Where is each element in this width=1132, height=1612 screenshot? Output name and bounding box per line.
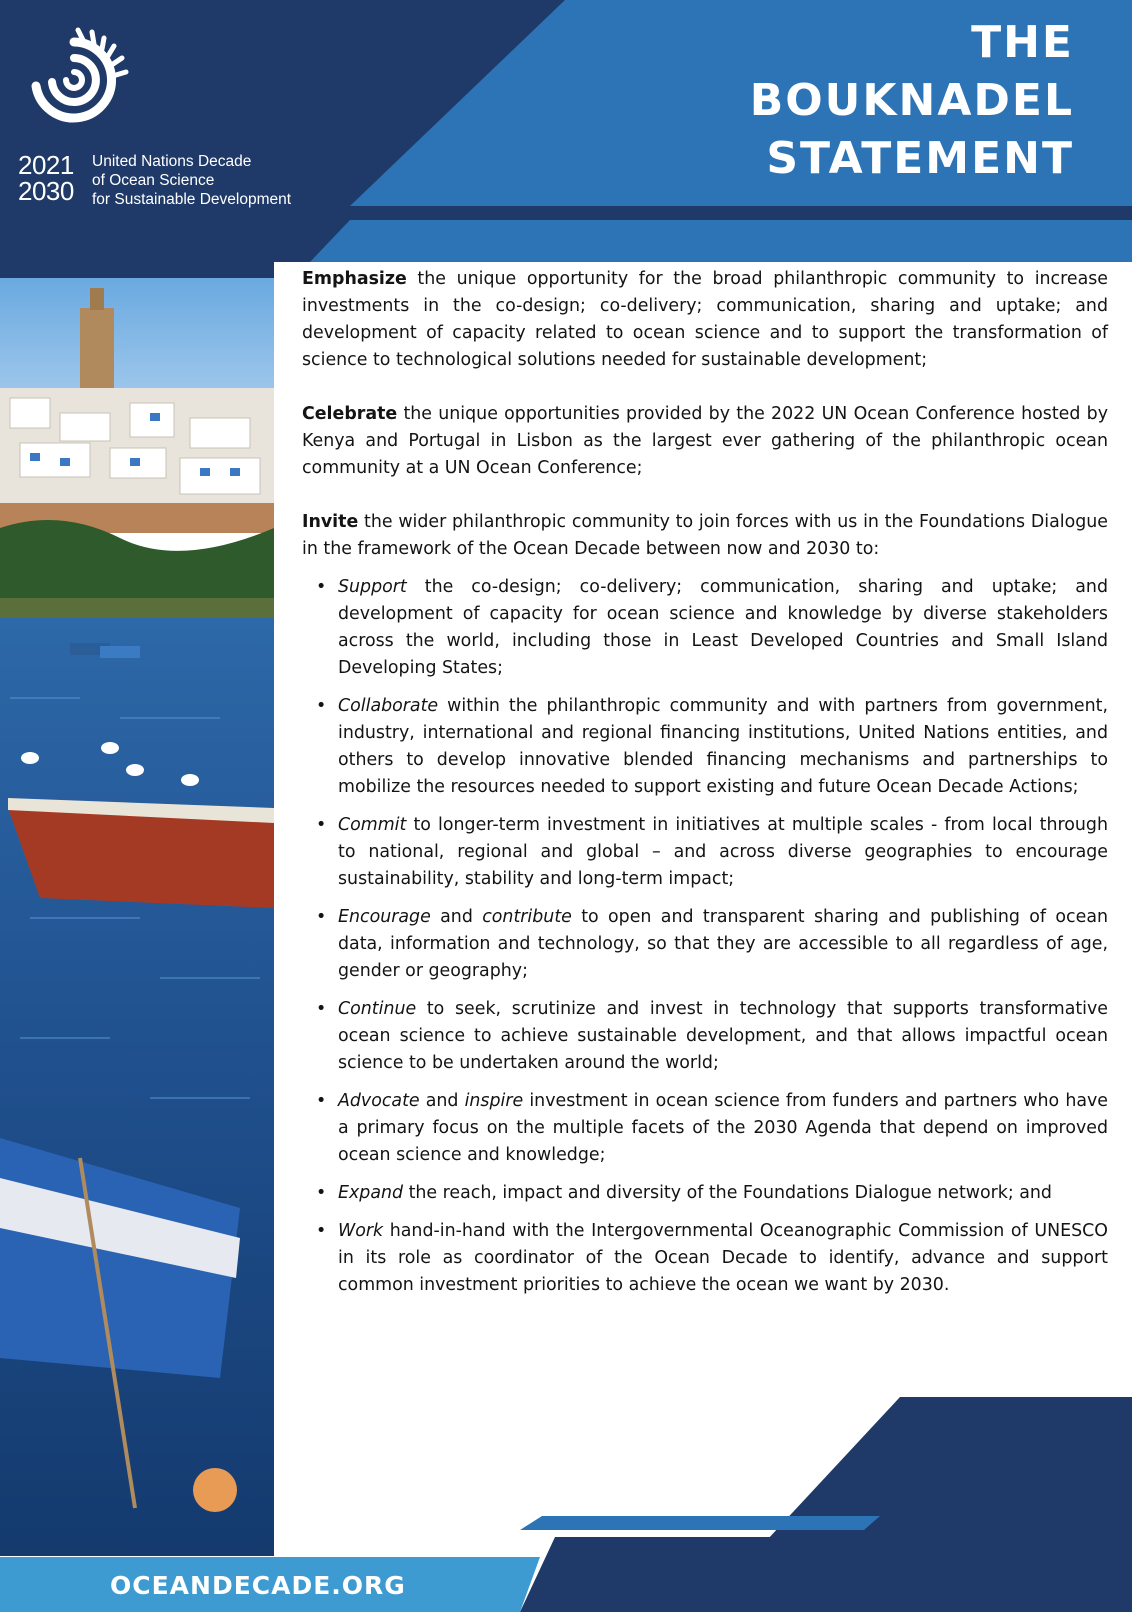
list-item	[302, 996, 1108, 1077]
list-item	[302, 1180, 1108, 1207]
un-ocean-decade-logo	[18, 24, 338, 208]
bullet-verb-2: inspire	[464, 1091, 524, 1111]
list-item	[302, 1088, 1108, 1169]
keyword-emphasize: Emphasize	[302, 269, 407, 289]
logo-org-line3: for Sustainable Development	[92, 191, 292, 208]
title-line-3: STATEMENT	[766, 133, 1074, 184]
header-stripe	[310, 220, 1132, 262]
wave-spiral-icon	[18, 24, 130, 136]
logo-org-name	[92, 152, 291, 209]
bullet-text: to longer-term investment in initiatives at multiple scales - from local through to national, regional and global – and across diverse geographies to encourage sustainability, stability and long-term impact;	[338, 815, 1108, 889]
title-line-2: BOUKNADEL	[749, 75, 1074, 126]
bullet-verb: Collaborate	[338, 696, 439, 716]
logo-org-line1: United Nations Decade	[92, 153, 252, 170]
bullet-text: hand-in-hand with the Intergovernmental Oceanographic Commission of UNESCO in its role as coordinator of the Ocean Decade to identify, advance and support common investment priorities to achieve the ocean we want by 2030.	[338, 1221, 1108, 1295]
bullet-text: within the philanthropic community and with partners from government, industry, international and regional financing institutions, United Nations entities, and others to develop innovative blended financing mechanisms and partnerships to mobilize the resources needed to support existing and future Ocean Decade Actions;	[338, 696, 1108, 797]
bullet-verb: Work	[338, 1221, 384, 1241]
page-title	[654, 14, 1074, 188]
logo-year-end: 2030	[18, 176, 74, 206]
list-item	[302, 693, 1108, 801]
list-item	[302, 812, 1108, 893]
paragraph-invite	[302, 509, 1108, 563]
text-celebrate: the unique opportunities provided by the 2022 UN Ocean Conference hosted by Kenya and Portugal in Lisbon as the largest ever gathering of the philanthropic ocean community at a UN Ocean Conference;	[302, 404, 1108, 478]
list-item	[302, 904, 1108, 985]
bullet-verb: Advocate	[338, 1091, 420, 1111]
text-invite: the wider philanthropic community to join forces with us in the Foundations Dialogue in the framework of the Ocean Decade between now and 2030 to:	[302, 512, 1108, 559]
list-item	[302, 1218, 1108, 1299]
paragraph-emphasize	[302, 266, 1108, 374]
footer-website-link[interactable]: OCEANDECADE.ORG	[110, 1571, 406, 1600]
title-line-1: THE	[971, 17, 1074, 68]
paragraph-celebrate	[302, 401, 1108, 482]
logo-years	[18, 152, 74, 204]
bullet-connector: and	[419, 1091, 465, 1111]
statement-body	[302, 266, 1108, 1310]
bullet-text: investment in ocean science from funders and partners who have a primary focus on the multiple facets of the 2030 Agenda that depend on improved ocean science and knowledge;	[338, 1091, 1108, 1165]
text-emphasize: the unique opportunity for the broad philanthropic community to increase investments in the co-design; co-delivery; communication, sharing and uptake; and development of capacity related to ocean science and to support the transformation of science to technological solutions needed for sustainable development;	[302, 269, 1108, 370]
red-boat	[8, 808, 274, 908]
bullet-text: the reach, impact and diversity of the Foundations Dialogue network; and	[403, 1183, 1052, 1203]
harbour-photo	[0, 278, 274, 1556]
bullet-verb: Commit	[338, 815, 407, 835]
bullet-verb-2: contribute	[482, 907, 572, 927]
bullet-connector: and	[430, 907, 483, 927]
bullet-text: to seek, scrutinize and invest in technology that supports transformative ocean science to achieve sustainable development, and that allows impactful ocean science to be undertaken around the world;	[338, 999, 1108, 1073]
bullet-verb: Encourage	[338, 907, 431, 927]
action-list	[302, 574, 1108, 1299]
list-item	[302, 574, 1108, 682]
bullet-verb: Expand	[338, 1183, 404, 1203]
logo-year-start: 2021	[18, 150, 74, 180]
keyword-invite: Invite	[302, 512, 359, 532]
bullet-text: the co-design; co-delivery; communication, sharing and uptake; and development of capacity for ocean science and knowledge by diverse stakeholders across the world, including those in Least Developed Countries and Small Island Developing States;	[338, 577, 1108, 678]
bullet-text: to open and transparent sharing and publishing of ocean data, information and technology, so that they are accessible to all regardless of age, gender or geography;	[338, 907, 1108, 981]
logo-org-line2: of Ocean Science	[92, 172, 215, 189]
keyword-celebrate: Celebrate	[302, 404, 398, 424]
bullet-verb: Support	[338, 577, 407, 597]
bullet-verb: Continue	[338, 999, 417, 1019]
